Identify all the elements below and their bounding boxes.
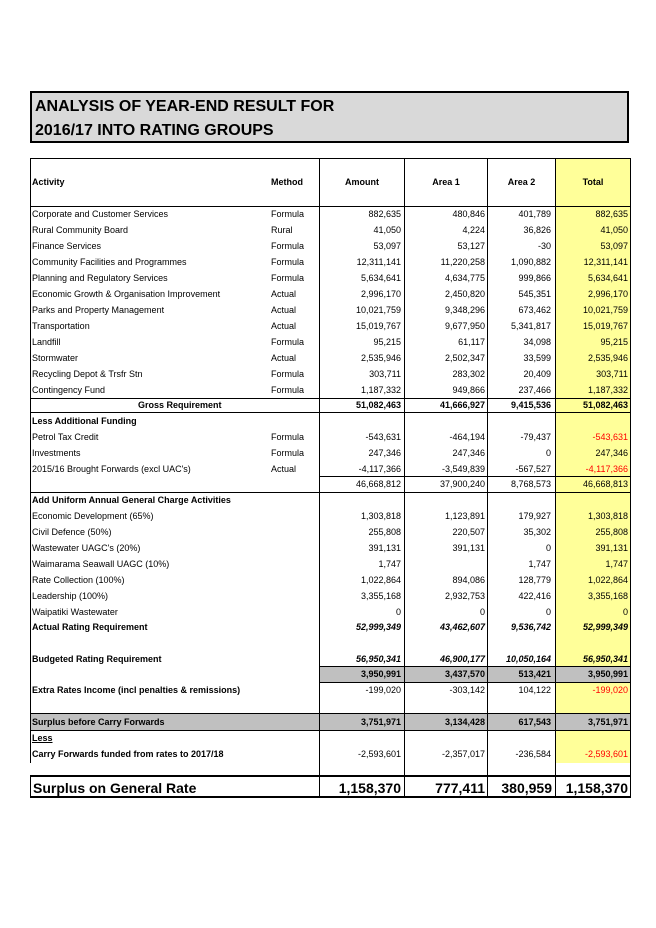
row-area1: 220,507: [452, 527, 485, 537]
carry-forwards-total: -2,593,601: [584, 749, 628, 759]
row-activity-name: Transportation: [32, 321, 90, 331]
row-total: 5,634,641: [587, 273, 628, 283]
budgeted-rating-amount: 56,950,341: [355, 654, 401, 664]
actual-rating-area2: 9,536,742: [510, 622, 551, 632]
row-amount: 1,022,864: [360, 575, 401, 585]
table-top-border: [30, 158, 631, 159]
surplus-before-area1: 3,134,428: [444, 717, 485, 727]
row-total: 1,303,818: [587, 511, 628, 521]
row-total: 41,050: [600, 225, 628, 235]
row-area2: 34,098: [523, 337, 551, 347]
row-method: Formula: [271, 273, 305, 283]
row-amount: 95,215: [373, 337, 401, 347]
actual-rating-area1: 43,462,607: [439, 622, 485, 632]
extra-rates-area1: -303,142: [449, 685, 485, 695]
difference-area2: 513,421: [518, 669, 551, 679]
header-activity: Activity: [32, 177, 65, 187]
row-area1: 9,348,296: [444, 305, 485, 315]
surplus-before-amount: 3,751,971: [360, 717, 401, 727]
row-total: 12,311,141: [583, 257, 628, 267]
row-activity-name: Finance Services: [32, 241, 102, 251]
row-total: 391,131: [595, 543, 628, 553]
row-area1: 2,932,753: [444, 591, 485, 601]
row-area1: 4,224: [462, 225, 485, 235]
budgeted-rating-label: Budgeted Rating Requirement: [32, 654, 162, 664]
row-area1: [406, 556, 485, 572]
row-area1: 2,450,820: [444, 289, 485, 299]
carry-forwards-area2: -236,584: [515, 749, 551, 759]
carry-forwards-area1: -2,357,017: [441, 749, 485, 759]
col-line-total: [555, 158, 556, 798]
row-area1: 949,866: [452, 385, 485, 395]
row-area1: 53,127: [457, 241, 485, 251]
row-total: 95,215: [600, 337, 628, 347]
col-line-right: [630, 158, 631, 798]
gross-area1: 41,666,927: [439, 400, 485, 410]
report-title-box: [30, 91, 629, 143]
row-area2: 1,090,882: [510, 257, 551, 267]
row-amount: 2,996,170: [360, 289, 401, 299]
row-total: 255,808: [595, 527, 628, 537]
row-amount: 0: [395, 607, 401, 617]
row-amount: 12,311,141: [356, 257, 401, 267]
row-method: Formula: [271, 432, 305, 442]
surplus-general-area2: 380,959: [501, 780, 552, 796]
header-method: Method: [271, 177, 303, 187]
actual-rating-label: Actual Rating Requirement: [32, 622, 148, 632]
row-activity-name: Community Facilities and Programmes: [32, 257, 187, 267]
row-activity-name: Waipatiki Wastewater: [32, 607, 118, 617]
row-total: 1,022,864: [587, 575, 628, 585]
row-area1: 391,131: [452, 543, 485, 553]
row-area2: 237,466: [518, 385, 551, 395]
col-line-left: [30, 158, 31, 763]
row-total: 10,021,759: [582, 305, 628, 315]
less-funding-heading: Less Additional Funding: [32, 416, 137, 426]
row-method: Formula: [271, 369, 305, 379]
row-area2: 35,302: [523, 527, 551, 537]
row-area2: 1,747: [528, 559, 551, 569]
header-area2: Area 2: [507, 177, 536, 187]
row-area2: -30: [537, 241, 551, 251]
actual-rating-amount: 52,999,349: [355, 622, 401, 632]
uagc-heading: Add Uniform Annual General Charge Activities: [32, 495, 231, 505]
row-amount: 1,187,332: [360, 385, 401, 395]
extra-rates-total: -199,020: [592, 685, 628, 695]
row-area2: 36,826: [523, 225, 551, 235]
report-title-line-2: 2016/17 INTO RATING GROUPS: [35, 122, 274, 139]
gross-total: 51,082,463: [582, 400, 628, 410]
subtotal-area2: 8,768,573: [510, 479, 551, 489]
row-total: 3,355,168: [587, 591, 628, 601]
row-activity-name: Rural Community Board: [32, 225, 129, 235]
row-area2: 673,462: [518, 305, 551, 315]
row-area1: 480,846: [452, 209, 485, 219]
header-total: Total: [582, 177, 604, 187]
row-activity-name: Leadership (100%): [32, 591, 109, 601]
row-area1: 4,634,775: [444, 273, 485, 283]
carry-forwards-label: Carry Forwards funded from rates to 2017/18: [32, 749, 224, 759]
row-total: 53,097: [600, 241, 628, 251]
gross-area2: 9,415,536: [510, 400, 551, 410]
row-amount: 391,131: [368, 543, 401, 553]
row-activity-name: Petrol Tax Credit: [32, 432, 99, 442]
row-area1: 11,220,258: [440, 257, 485, 267]
row-total: 2,535,946: [587, 353, 628, 363]
row-area1: 0: [479, 607, 485, 617]
subtotal-area1: 37,900,240: [439, 479, 485, 489]
extra-rates-area2: 104,122: [518, 685, 551, 695]
row-area1: -464,194: [449, 432, 485, 442]
row-area2: 0: [545, 448, 551, 458]
row-total: -543,631: [592, 432, 628, 442]
row-activity-name: Contingency Fund: [32, 385, 106, 395]
row-area2: -567,527: [515, 464, 551, 474]
final-left-border: [30, 775, 31, 798]
row-method: Formula: [271, 448, 305, 458]
row-amount: 15,019,767: [355, 321, 401, 331]
row-method: Formula: [271, 241, 305, 251]
row-activity-name: 2015/16 Brought Forwards (excl UAC's): [32, 464, 191, 474]
row-amount: 1,747: [378, 559, 401, 569]
surplus-general-total: 1,158,370: [565, 780, 628, 796]
extra-rates-label: Extra Rates Income (incl penalties & remissions): [32, 685, 241, 695]
row-area2: 0: [545, 543, 551, 553]
row-area2: 128,779: [518, 575, 551, 585]
header-amount: Amount: [345, 177, 379, 187]
rating-table: [30, 158, 631, 798]
difference-area1: 3,437,570: [444, 669, 485, 679]
row-method: Formula: [271, 337, 305, 347]
row-activity-name: Waimarama Seawall UAGC (10%): [32, 559, 170, 569]
row-method: Formula: [271, 209, 305, 219]
row-total: 0: [622, 607, 628, 617]
surplus-before-total: 3,751,971: [587, 717, 628, 727]
row-area1: 61,117: [458, 337, 485, 347]
row-total: -4,117,366: [585, 464, 628, 474]
row-activity-name: Corporate and Customer Services: [32, 209, 169, 219]
row-activity-name: Rate Collection (100%): [32, 575, 125, 585]
row-total: 15,019,767: [582, 321, 628, 331]
row-area2: 422,416: [518, 591, 551, 601]
row-area1: 2,502,347: [444, 353, 485, 363]
row-activity-name: Investments: [32, 448, 81, 458]
row-activity-name: Civil Defence (50%): [32, 527, 112, 537]
row-activity-name: Recycling Depot & Trsfr Stn: [32, 369, 143, 379]
row-area1: 1,123,891: [444, 511, 485, 521]
row-area2: 20,409: [523, 369, 551, 379]
subtotal-amount: 46,668,812: [355, 479, 401, 489]
row-amount: 303,711: [369, 369, 401, 379]
gross-label: Gross Requirement: [138, 400, 222, 410]
row-amount: 3,355,168: [360, 591, 401, 601]
row-method: Actual: [271, 464, 297, 474]
difference-total: 3,950,991: [587, 669, 628, 679]
row-total: 303,711: [596, 369, 628, 379]
surplus-before-label: Surplus before Carry Forwards: [32, 717, 165, 727]
extra-rates-amount: -199,020: [365, 685, 401, 695]
row-area1: 283,302: [452, 369, 485, 379]
row-area2: 33,599: [523, 353, 551, 363]
row-amount: 247,346: [368, 448, 401, 458]
surplus-before-bottom-border: [30, 730, 631, 731]
row-activity-name: Stormwater: [32, 353, 79, 363]
surplus-before-area2: 617,543: [518, 717, 551, 727]
row-amount: 1,303,818: [360, 511, 401, 521]
row-area1: 894,086: [452, 575, 485, 585]
row-activity-name: Economic Growth & Organisation Improvement: [32, 289, 221, 299]
final-top-border: [30, 775, 631, 777]
col-line-area2: [487, 158, 488, 798]
row-method: Rural: [271, 225, 293, 235]
row-method: Actual: [271, 305, 297, 315]
row-activity-name: Parks and Property Management: [32, 305, 165, 315]
surplus-general-label: Surplus on General Rate: [33, 780, 197, 796]
report-title-line-1: ANALYSIS OF YEAR-END RESULT FOR: [35, 98, 335, 115]
less-label: Less: [32, 733, 53, 743]
row-area2: 545,351: [518, 289, 551, 299]
row-activity-name: Wastewater UAGC's (20%): [32, 543, 141, 553]
subtotal-total: 46,668,813: [582, 479, 628, 489]
budgeted-rating-total: 56,950,341: [582, 654, 628, 664]
row-area2: 999,866: [518, 273, 551, 283]
row-area2: 0: [545, 607, 551, 617]
row-total: 247,346: [595, 448, 628, 458]
row-method: Formula: [271, 385, 305, 395]
difference-amount: 3,950,991: [360, 669, 401, 679]
row-total: 2,996,170: [587, 289, 628, 299]
header-area1: Area 1: [432, 177, 460, 187]
row-amount: 5,634,641: [360, 273, 401, 283]
row-activity-name: Landfill: [32, 337, 61, 347]
actual-rating-total: 52,999,349: [582, 622, 628, 632]
row-area2: 179,927: [518, 511, 551, 521]
row-amount: 882,635: [368, 209, 401, 219]
row-area2: 401,789: [518, 209, 551, 219]
gross-amount: 51,082,463: [355, 400, 401, 410]
row-method: Actual: [271, 289, 297, 299]
carry-forwards-amount: -2,593,601: [357, 749, 401, 759]
row-area2: 5,341,817: [510, 321, 551, 331]
surplus-general-area1: 777,411: [435, 780, 485, 796]
row-method: Actual: [271, 353, 297, 363]
col-line-area1: [404, 158, 405, 798]
row-amount: 53,097: [373, 241, 401, 251]
row-area1: -3,549,839: [441, 464, 485, 474]
row-amount: -4,117,366: [358, 464, 401, 474]
surplus-general-amount: 1,158,370: [338, 780, 401, 796]
row-amount: 2,535,946: [360, 353, 401, 363]
row-amount: 10,021,759: [355, 305, 401, 315]
row-area2: -79,437: [520, 432, 551, 442]
row-amount: 255,808: [368, 527, 401, 537]
row-method: Actual: [271, 321, 297, 331]
row-area1: 9,677,950: [444, 321, 485, 331]
budgeted-rating-area2: 10,050,164: [505, 654, 551, 664]
row-activity-name: Planning and Regulatory Services: [32, 273, 168, 283]
row-amount: -543,631: [365, 432, 401, 442]
row-method: Formula: [271, 257, 305, 267]
row-area1: 247,346: [452, 448, 485, 458]
row-activity-name: Economic Development (65%): [32, 511, 154, 521]
budgeted-rating-area1: 46,900,177: [439, 654, 485, 664]
row-total: 1,747: [605, 559, 628, 569]
row-amount: 41,050: [373, 225, 401, 235]
row-total: 882,635: [595, 209, 628, 219]
row-total: 1,187,332: [587, 385, 628, 395]
